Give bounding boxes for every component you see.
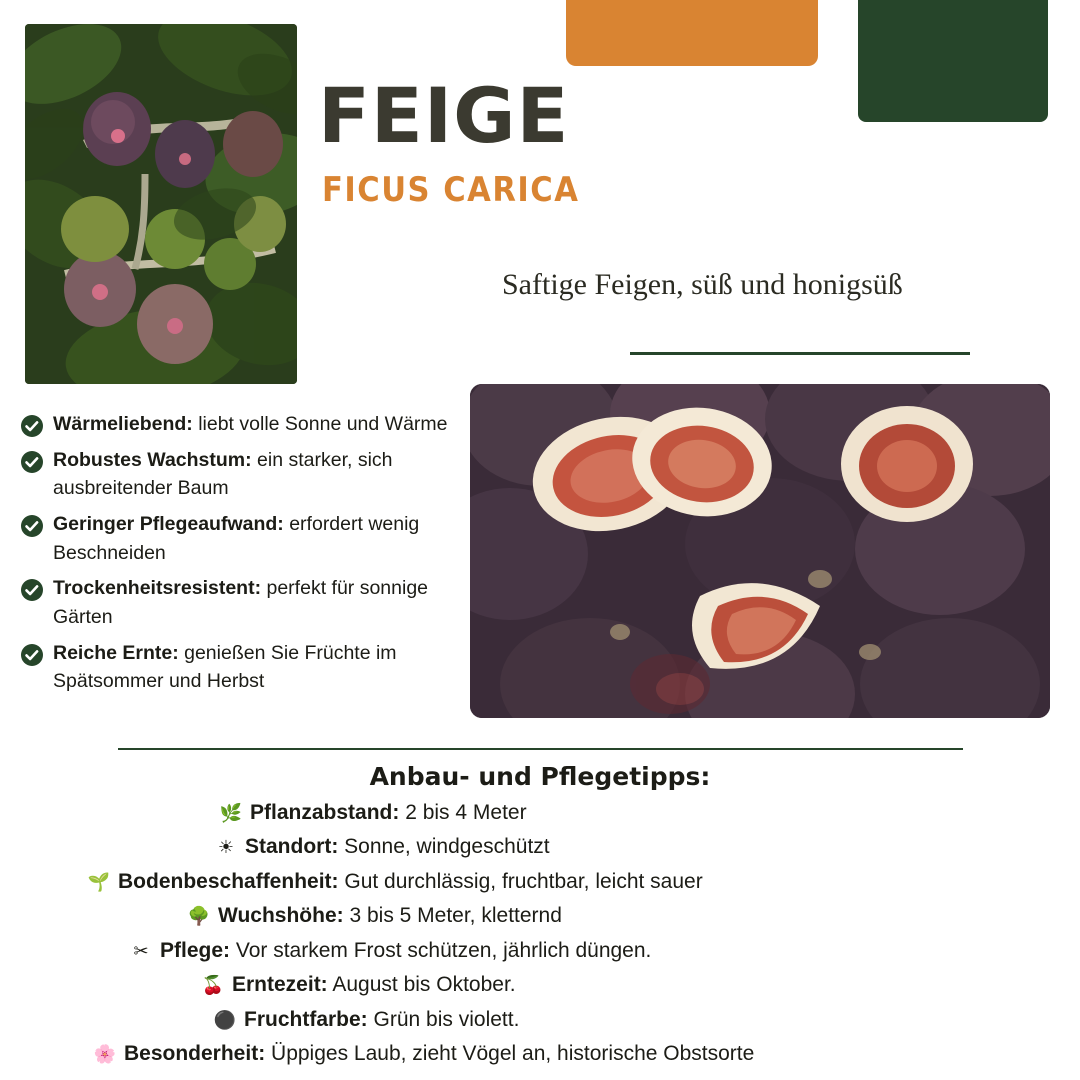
tip-text: Vor starkem Frost schützen, jährlich düngen.: [230, 938, 652, 962]
tip-text: 2 bis 4 Meter: [399, 801, 527, 824]
herb-icon: 🌿: [219, 803, 243, 823]
list-item: [20, 510, 470, 567]
fig-tree-illustration: [25, 24, 297, 384]
tip-label: Erntezeit:: [232, 973, 328, 997]
sun-icon: ☀: [217, 837, 235, 858]
page-title: FEIGE: [318, 71, 570, 160]
tip-label: Pflanzabstand:: [250, 801, 400, 824]
check-circle-icon: [20, 450, 44, 474]
check-circle-icon: [20, 643, 44, 667]
tree-icon: 🌳: [187, 906, 211, 927]
sliced-figs-photo: [470, 384, 1050, 718]
title-block: [318, 71, 1058, 210]
list-item: [20, 574, 470, 631]
tip-text: August bis Oktober.: [327, 973, 516, 997]
tip-text: Sonne, windgeschützt: [338, 835, 550, 859]
seedling-icon: 🌱: [87, 871, 111, 892]
scissors-icon: ✂: [133, 940, 149, 961]
list-item: [20, 639, 470, 696]
title-divider: [630, 352, 970, 355]
check-circle-icon: [20, 514, 44, 538]
list-item: [0, 832, 1080, 862]
tips-title: Anbau- und Pflegetipps:: [369, 762, 711, 791]
list-item: [0, 901, 1080, 931]
feature-list: [20, 410, 470, 703]
feature-text: ein starker, sich ausbreitender Baum: [53, 448, 393, 500]
tip-label: Besonderheit:: [124, 1042, 266, 1066]
feature-text: perfekt für sonnige Gärten: [53, 577, 429, 628]
feature-label: Wärmeliebend:: [53, 413, 193, 435]
tip-text: Üppiges Laub, zieht Vögel an, historische Obstsorte: [265, 1042, 755, 1066]
dark-circle-icon: ⚫: [213, 1009, 237, 1030]
tip-label: Pflege:: [160, 938, 231, 962]
list-item: [0, 936, 1080, 966]
tip-text: Gut durchlässig, fruchtbar, leicht sauer: [338, 869, 703, 893]
feature-label: Geringer Pflegeaufwand:: [53, 512, 284, 535]
tips-list: [0, 798, 1080, 1074]
tips-divider: [118, 748, 963, 750]
tip-label: Wuchshöhe:: [218, 904, 344, 928]
blossom-icon: 🌸: [93, 1044, 117, 1065]
cherries-icon: 🍒: [201, 975, 225, 996]
list-item: [0, 1005, 1080, 1035]
list-item: [0, 867, 1080, 897]
sliced-figs-illustration: [470, 384, 1050, 718]
decorative-orange-block: [566, 0, 818, 66]
feature-text: genießen Sie Früchte im Spätsommer und Herbst: [53, 641, 397, 693]
tip-label: Bodenbeschaffenheit:: [118, 869, 339, 893]
feature-text: erfordert wenig Beschneiden: [53, 512, 420, 564]
list-item: [0, 970, 1080, 1000]
list-item: [20, 446, 470, 503]
check-circle-icon: [20, 414, 44, 438]
tip-label: Standort:: [245, 835, 339, 859]
tagline: Saftige Feigen, süß und honigsüß: [502, 268, 903, 301]
list-item: [0, 1039, 1080, 1069]
tip-text: Grün bis violett.: [367, 1007, 520, 1031]
list-item: [0, 798, 1080, 828]
feature-text: liebt volle Sonne und Wärme: [192, 413, 448, 435]
tip-text: 3 bis 5 Meter, kletternd: [343, 904, 562, 928]
fig-tree-photo: [25, 24, 297, 384]
list-item: [20, 410, 470, 439]
check-circle-icon: [20, 578, 44, 602]
latin-name: FICUS CARICA: [322, 170, 580, 210]
feature-label: Reiche Ernte:: [53, 641, 179, 664]
tip-label: Fruchtfarbe:: [244, 1007, 368, 1031]
feature-label: Robustes Wachstum:: [53, 448, 252, 471]
feature-label: Trockenheitsresistent:: [53, 577, 262, 600]
